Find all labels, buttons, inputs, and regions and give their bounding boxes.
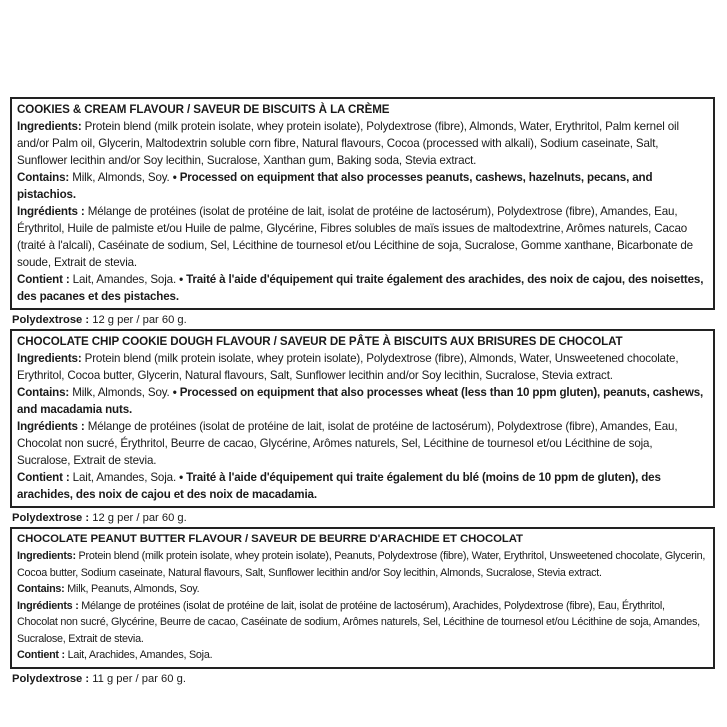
contains-en bbox=[17, 581, 708, 598]
polydextrose-note bbox=[10, 508, 715, 527]
contains-label: Contains: bbox=[17, 171, 70, 184]
contains-fr-text: Lait, Arachides, Amandes, Soja. bbox=[67, 649, 213, 661]
ingredients-en bbox=[17, 118, 708, 169]
contains-fr-label: Contient : bbox=[17, 649, 65, 661]
contains-fr-text: Lait, Amandes, Soja. bbox=[72, 273, 177, 286]
polydextrose-note bbox=[10, 310, 715, 329]
contains-text: Milk, Almonds, Soy. bbox=[72, 386, 170, 399]
ingredients-fr bbox=[17, 418, 708, 469]
ingredients-fr-label: Ingrédients : bbox=[17, 599, 79, 612]
contains-label: Contains: bbox=[17, 583, 65, 595]
contains-text: Milk, Peanuts, Almonds, Soy. bbox=[67, 583, 200, 595]
panel-title: COOKIES & CREAM FLAVOUR / SAVEUR DE BISCUITS À LA CRÈME bbox=[17, 103, 390, 116]
ingredients-label: Ingredients: bbox=[17, 550, 76, 562]
ingredients-fr-label: Ingrédients : bbox=[17, 420, 85, 433]
flavour-panel-cookies-cream bbox=[10, 97, 715, 310]
contains-fr-warning: • Traité à l'aide d'équipement qui traite également des arachides, des noix de cajou, des noisettes, des pacanes et des pistaches. bbox=[17, 273, 704, 303]
contains-fr-warning: • Traité à l'aide d'équipement qui traite également du blé (moins de 10 ppm de gluten), des arachides, des noix de cajou et des noix de macadamia. bbox=[17, 471, 661, 501]
contains-fr bbox=[17, 647, 708, 664]
polydextrose-prefix: Polydextrose : bbox=[12, 314, 90, 326]
polydextrose-amount: 11 g per / par 60 g. bbox=[92, 672, 186, 685]
contains-fr-text: Lait, Amandes, Soja. bbox=[72, 471, 177, 484]
polydextrose-note bbox=[10, 669, 715, 688]
contains-fr bbox=[17, 271, 708, 305]
polydextrose-amount: 12 g per / par 60 g. bbox=[92, 314, 187, 326]
ingredients-fr-text: Mélange de protéines (isolat de protéine de lait, isolat de protéine de lactosérum), Polydextrose (fibre), Amandes, Eau, Chocolat non sucré, Érythritol, Beurre de cacao, Glycérine, Arômes naturels, Sel, Lécithine de tournesol et/ou Lécithine de soja, Sucralose, Extrait de stevia. bbox=[17, 420, 678, 467]
flavour-panel-cookie-dough bbox=[10, 329, 715, 508]
panel-title: CHOCOLATE CHIP COOKIE DOUGH FLAVOUR / SAVEUR DE PÂTE À BISCUITS AUX BRISURES DE CHOCOLAT bbox=[17, 335, 623, 348]
ingredients-document bbox=[10, 97, 715, 688]
polydextrose-amount: 12 g per / par 60 g. bbox=[92, 512, 187, 524]
contains-fr bbox=[17, 469, 708, 503]
contains-fr-label: Contient : bbox=[17, 273, 70, 286]
contains-fr-label: Contient : bbox=[17, 471, 70, 484]
polydextrose-prefix: Polydextrose : bbox=[12, 512, 90, 524]
ingredients-text: Protein blend (milk protein isolate, whey protein isolate), Polydextrose (fibre), Almonds, Water, Unsweetened chocolate, Erythritol, Cocoa butter, Glycerin, Natural flavours, Salt, Sunflower lecithin and/or Soy lecithin, Sucralose, Stevia extract. bbox=[17, 352, 679, 382]
ingredients-fr-label: Ingrédients : bbox=[17, 205, 85, 218]
ingredients-en bbox=[17, 350, 708, 384]
contains-warning: • Processed on equipment that also processes peanuts, cashews, hazelnuts, pecans, and pistachios. bbox=[17, 171, 653, 201]
ingredients-fr bbox=[17, 203, 708, 271]
contains-en bbox=[17, 169, 708, 203]
panel-title: CHOCOLATE PEANUT BUTTER FLAVOUR / SAVEUR DE BEURRE D'ARACHIDE ET CHOCOLAT bbox=[17, 533, 523, 545]
ingredients-text: Protein blend (milk protein isolate, whey protein isolate), Polydextrose (fibre), Almonds, Water, Erythritol, Palm kernel oil and/or Palm oil, Glycerin, Maltodextrin soluble corn fibre, Natural flavours, Cocoa (processed with alkali), Sodium caseinate, Salt, Sunflower lecithin and/or Soy lecithin, Sucralose, Xanthan gum, Baking soda, Stevia extract. bbox=[17, 120, 679, 167]
ingredients-fr-text: Mélange de protéines (isolat de protéine de lait, isolat de protéine de lactosérum), Arachides, Polydextrose (fibre), Eau, Érythritol, Chocolat non sucré, Glycérine, Beurre de cacao, Caséinate de sodium, Arômes naturels, Sel, Lécithine de tournesol et/ou Lécithine de soja, Amandes, Sucralose, Extrait de stevia. bbox=[17, 599, 700, 645]
flavour-panel-peanut-butter bbox=[10, 527, 715, 669]
ingredients-en bbox=[17, 548, 708, 581]
contains-text: Milk, Almonds, Soy. bbox=[72, 171, 170, 184]
contains-warning: • Processed on equipment that also processes wheat (less than 10 ppm gluten), peanuts, cashews, and macadamia nuts. bbox=[17, 386, 704, 416]
ingredients-fr bbox=[17, 598, 708, 648]
polydextrose-prefix: Polydextrose : bbox=[12, 672, 90, 685]
ingredients-fr-text: Mélange de protéines (isolat de protéine de lait, isolat de protéine de lactosérum), Polydextrose (fibre), Amandes, Eau, Érythritol, Huile de palmiste et/ou Huile de palme, Glycérine, Fibres solubles de maïs issues de maltodextrine, Arômes naturels, Cacao (traité à l'alcali), Caséinate de sodium, Sel, Lécithine de tournesol et/ou Lécithine de soja, Sucralose, Gomme xanthane, Bicarbonate de soude, Extrait de stevia. bbox=[17, 205, 693, 269]
ingredients-text: Protein blend (milk protein isolate, whey protein isolate), Peanuts, Polydextrose (fibre), Water, Erythritol, Unsweetened chocolate, Glycerin, Cocoa butter, Sodium caseinate, Natural flavours, Salt, Sunflower lecithin and/or Soy lecithin, Almonds, Sucralose, Stevia extract. bbox=[17, 550, 706, 579]
ingredients-label: Ingredients: bbox=[17, 120, 82, 133]
contains-label: Contains: bbox=[17, 386, 70, 399]
ingredients-label: Ingredients: bbox=[17, 352, 82, 365]
contains-en bbox=[17, 384, 708, 418]
